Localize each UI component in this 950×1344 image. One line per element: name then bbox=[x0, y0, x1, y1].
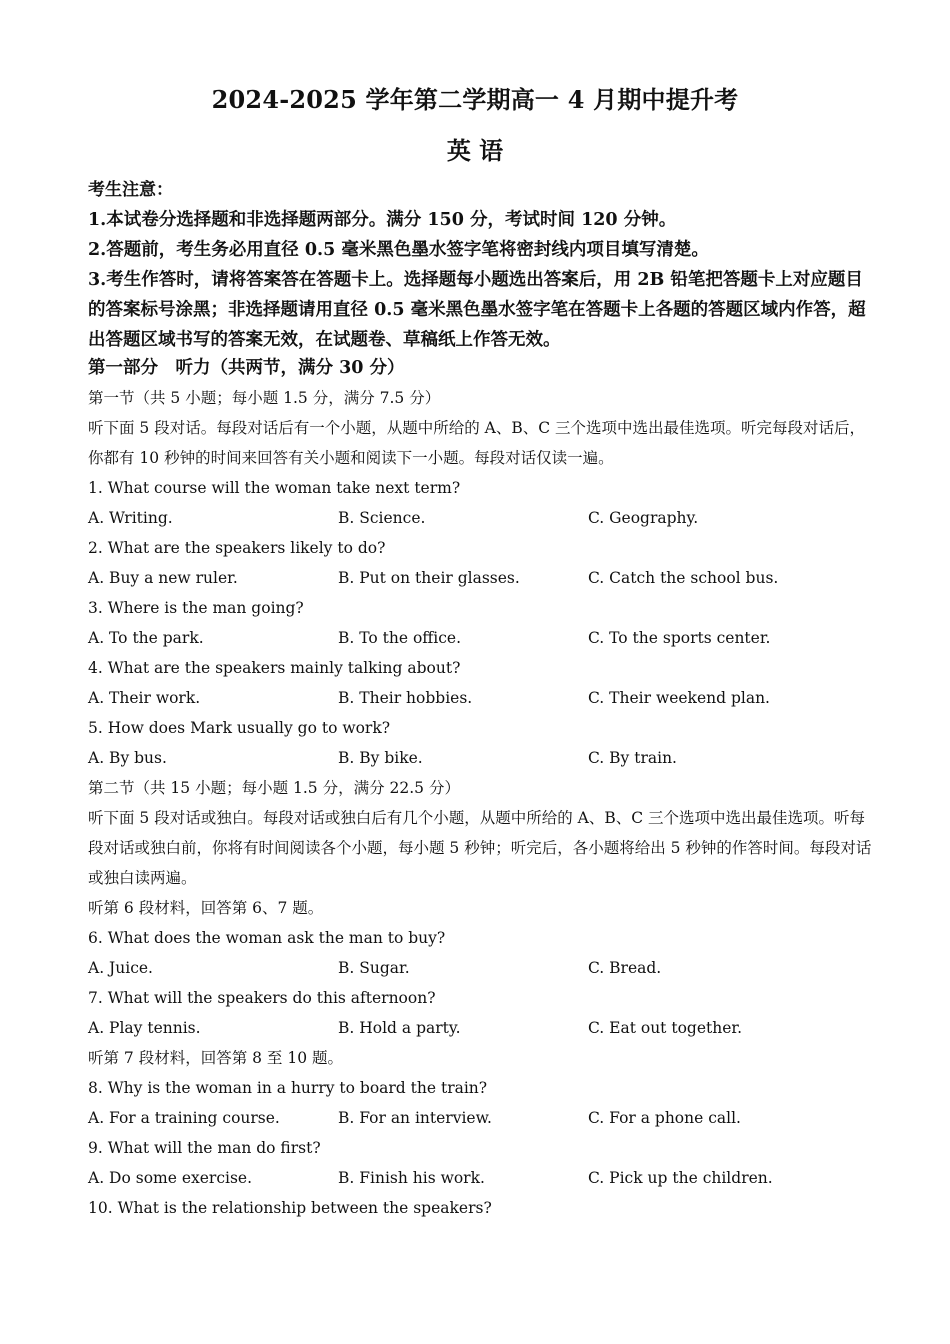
option-c: C. For a phone call. bbox=[588, 1109, 741, 1127]
question-10-text: 10. What is the relationship between the speakers? bbox=[88, 1199, 492, 1217]
exam-title: 2024-2025 学年第二学期高一 4 月期中提升考 bbox=[211, 85, 739, 114]
question-7 bbox=[88, 983, 878, 1043]
question-text: 7. What will the speakers do this afternoon? bbox=[88, 989, 436, 1007]
option-a: A. Play tennis. bbox=[88, 1019, 201, 1037]
option-c: C. Eat out together. bbox=[588, 1019, 743, 1037]
candidate-notes bbox=[88, 175, 878, 355]
option-c: C. Bread. bbox=[588, 959, 662, 977]
option-a: A. Juice. bbox=[88, 959, 153, 977]
option-c: C. Geography. bbox=[588, 509, 699, 527]
question-1 bbox=[88, 473, 878, 533]
question-text: 2. What are the speakers likely to do? bbox=[88, 539, 386, 557]
option-a: A. By bus. bbox=[88, 749, 167, 767]
subject-title: 英 语 bbox=[446, 136, 504, 165]
question-text: 9. What will the man do first? bbox=[88, 1139, 321, 1157]
option-a: A. To the park. bbox=[88, 629, 204, 647]
question-5 bbox=[88, 713, 878, 773]
option-b: B. Put on their glasses. bbox=[338, 569, 520, 587]
option-b: B. Finish his work. bbox=[338, 1169, 485, 1187]
question-3 bbox=[88, 593, 878, 653]
section1-title: 第一节（共 5 小题；每小题 1.5 分，满分 7.5 分） bbox=[88, 389, 441, 407]
section2-instruction: 听下面 5 段对话或独白。每段对话或独白后有几个小题，从题中所给的 A、B、C 三个选项中选出最佳选项。听每段对话或独白前，你将有时间阅读各个小题，每小题 5 秒钟；听完后，各小题将给出 5 秒钟的作答时间。每段对话或独白读两遍。 bbox=[88, 809, 872, 887]
options-row bbox=[88, 1013, 878, 1043]
material-6-heading: 听第 6 段材料，回答第 6、7 题。 bbox=[88, 899, 324, 917]
option-a: A. Their work. bbox=[88, 689, 201, 707]
note-item-2: 2.答题前，考生务必用直径 0.5 毫米黑色墨水签字笔将密封线内项目填写清楚。 bbox=[88, 240, 709, 260]
option-b: B. For an interview. bbox=[338, 1109, 492, 1127]
question-text: 6. What does the woman ask the man to buy? bbox=[88, 929, 446, 947]
option-a: A. Do some exercise. bbox=[88, 1169, 253, 1187]
option-c: C. Pick up the children. bbox=[588, 1169, 773, 1187]
option-c: C. To the sports center. bbox=[588, 629, 771, 647]
option-a: A. Buy a new ruler. bbox=[88, 569, 238, 587]
question-9 bbox=[88, 1133, 878, 1193]
option-c: C. By train. bbox=[588, 749, 677, 767]
options-row bbox=[88, 683, 878, 713]
options-row bbox=[88, 953, 878, 983]
question-text: 8. Why is the woman in a hurry to board the train? bbox=[88, 1079, 488, 1097]
material-7-heading: 听第 7 段材料，回答第 8 至 10 题。 bbox=[88, 1049, 344, 1067]
notes-heading: 考生注意： bbox=[88, 180, 173, 200]
question-4 bbox=[88, 653, 878, 713]
options-row bbox=[88, 1163, 878, 1193]
options-row bbox=[88, 1103, 878, 1133]
question-2 bbox=[88, 533, 878, 593]
part1-title: 第一部分 听力（共两节，满分 30 分） bbox=[88, 358, 405, 378]
note-item-1: 1.本试卷分选择题和非选择题两部分。满分 150 分，考试时间 120 分钟。 bbox=[88, 210, 677, 230]
option-b: B. By bike. bbox=[338, 749, 423, 767]
options-row bbox=[88, 623, 878, 653]
question-text: 5. How does Mark usually go to work? bbox=[88, 719, 391, 737]
question-text: 3. Where is the man going? bbox=[88, 599, 304, 617]
option-b: B. Science. bbox=[338, 509, 426, 527]
section1-instruction: 听下面 5 段对话。每段对话后有一个小题，从题中所给的 A、B、C 三个选项中选出最佳选项。听完每段对话后，你都有 10 秒钟的时间来回答有关小题和阅读下一小题。每段对话仅读一遍。 bbox=[88, 419, 866, 467]
listening-section bbox=[88, 383, 878, 1223]
option-a: A. Writing. bbox=[88, 509, 173, 527]
options-row bbox=[88, 503, 878, 533]
question-text: 4. What are the speakers mainly talking about? bbox=[88, 659, 461, 677]
option-b: B. To the office. bbox=[338, 629, 462, 647]
question-text: 1. What course will the woman take next term? bbox=[88, 479, 461, 497]
option-b: B. Hold a party. bbox=[338, 1019, 461, 1037]
question-6 bbox=[88, 923, 878, 983]
option-b: B. Sugar. bbox=[338, 959, 410, 977]
options-row bbox=[88, 563, 878, 593]
question-8 bbox=[88, 1073, 878, 1133]
option-b: B. Their hobbies. bbox=[338, 689, 473, 707]
options-row bbox=[88, 743, 878, 773]
option-c: C. Catch the school bus. bbox=[588, 569, 779, 587]
note-item-3: 3.考生作答时，请将答案答在答题卡上。选择题每小题选出答案后，用 2B 铅笔把答题卡上对应题目的答案标号涂黑；非选择题请用直径 0.5 毫米黑色墨水签字笔在答题卡上各题的答题区域内作答，超出答题区域书写的答案无效，在试题卷、草稿纸上作答无效。 bbox=[88, 270, 866, 350]
option-c: C. Their weekend plan. bbox=[588, 689, 770, 707]
section2-title: 第二节（共 15 小题；每小题 1.5 分，满分 22.5 分） bbox=[88, 779, 460, 797]
option-a: A. For a training course. bbox=[88, 1109, 280, 1127]
